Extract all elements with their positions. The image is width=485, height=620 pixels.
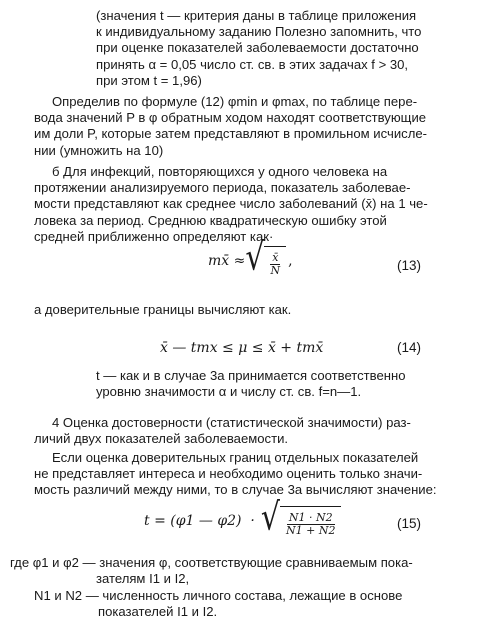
radical-sign: √: [260, 495, 280, 540]
paragraph-phi-conversion: [34, 94, 427, 159]
fraction-numerator: x̄: [272, 251, 279, 264]
paragraph-t-criterion-note: [96, 8, 421, 89]
fraction-denominator: N: [270, 264, 281, 277]
text-line: показателей I1 и I2.: [98, 604, 218, 620]
square-root: [245, 235, 286, 280]
fraction-denominator: N1 + N2: [285, 524, 336, 537]
text-line: (значения t — критерия даны в таблице приложения: [96, 8, 417, 23]
text-line: а доверительные границы вычисляют как.: [34, 302, 292, 317]
text-line: мости представляют как среднее число заболеваний (x̄) на 1 че-: [34, 196, 428, 212]
text-line: Если оценка доверительных границ отдельных показателей: [52, 450, 419, 465]
radical-sign: √: [245, 235, 265, 280]
text-line: им доли P, которые затем представляют в промильном исчисле-: [34, 126, 427, 142]
formula-14: x̄ — tmx ≤ μ ≤ x̄ + tmx̄: [160, 340, 324, 356]
text-line: уровню значимости α и числу ст. св. f=n—1.: [96, 384, 362, 400]
text-line: где φ1 и φ2 — значения φ, соответствующие сравниваемым пока-: [10, 555, 413, 570]
paragraph-n-definitions: [34, 588, 402, 620]
text-line: не представляет интереса и необходимо оценить только значи-: [34, 466, 423, 482]
text-line: б Для инфекций, повторяющихся у одного человека на: [52, 164, 388, 179]
text-line: зателям I1 и I2,: [96, 571, 190, 587]
text-line: протяжении анализируемого периода, показатель заболевае-: [34, 180, 411, 196]
text-line: 4 Оценка достоверности (статистической значимости) раз-: [52, 415, 411, 430]
equation-number-13: (13): [397, 258, 422, 273]
text-line: Определив по формуле (12) φmin и φmax, по таблице пере-: [52, 94, 418, 109]
paragraph-confidence-bounds: [34, 302, 291, 318]
equation-number-14: (14): [397, 340, 422, 355]
text-line: личий двух показателей заболеваемости.: [34, 431, 289, 447]
formula-15: [144, 495, 341, 540]
paragraph-phi-definitions: [10, 555, 413, 587]
text-line: мость различий между ними, то в случае 3а вычисляют значение:: [34, 482, 437, 498]
equation-number-15: (15): [397, 516, 422, 531]
fraction-numerator: N1 · N2: [288, 511, 333, 524]
text-line: вода значений P в φ обратным ходом находят соответствующие: [34, 110, 427, 126]
text-line: при оценке показателей заболеваемости достаточно: [96, 40, 419, 56]
formula-13-lhs: mx̄ ≈: [208, 253, 246, 270]
paragraph-t-definition: [96, 368, 406, 400]
text-line: принять α = 0,05 число ст. св. в этих задачах f > 30,: [96, 56, 409, 72]
radicand: [280, 506, 341, 537]
square-root: [260, 495, 342, 540]
text-line: средней приближенно определяют как·: [34, 228, 274, 244]
radicand: [264, 246, 286, 277]
formula-15-lhs: t = (φ1 — φ2) ·: [144, 513, 255, 530]
text-line: нии (умножить на 10): [34, 142, 164, 158]
formula-13: [208, 235, 293, 280]
paragraph-significance-of-differences: [34, 450, 437, 499]
formula-13-comma: ,: [288, 253, 293, 270]
text-line: к индивидуальному заданию Полезно запомнить, что: [96, 24, 422, 40]
text-line: при этом t = 1,96): [96, 72, 202, 88]
fraction: [268, 252, 282, 277]
text-line: ловека за период. Среднюю квадратическую ошибку этой: [34, 212, 387, 228]
paragraph-section-4-heading: [34, 415, 411, 447]
paragraph-repeated-infections: [34, 164, 428, 245]
text-line: N1 и N2 — численность личного состава, лежащие в основе: [34, 588, 403, 603]
fraction: [284, 512, 337, 537]
text-line: t — как и в случае 3а принимается соответственно: [96, 368, 406, 383]
